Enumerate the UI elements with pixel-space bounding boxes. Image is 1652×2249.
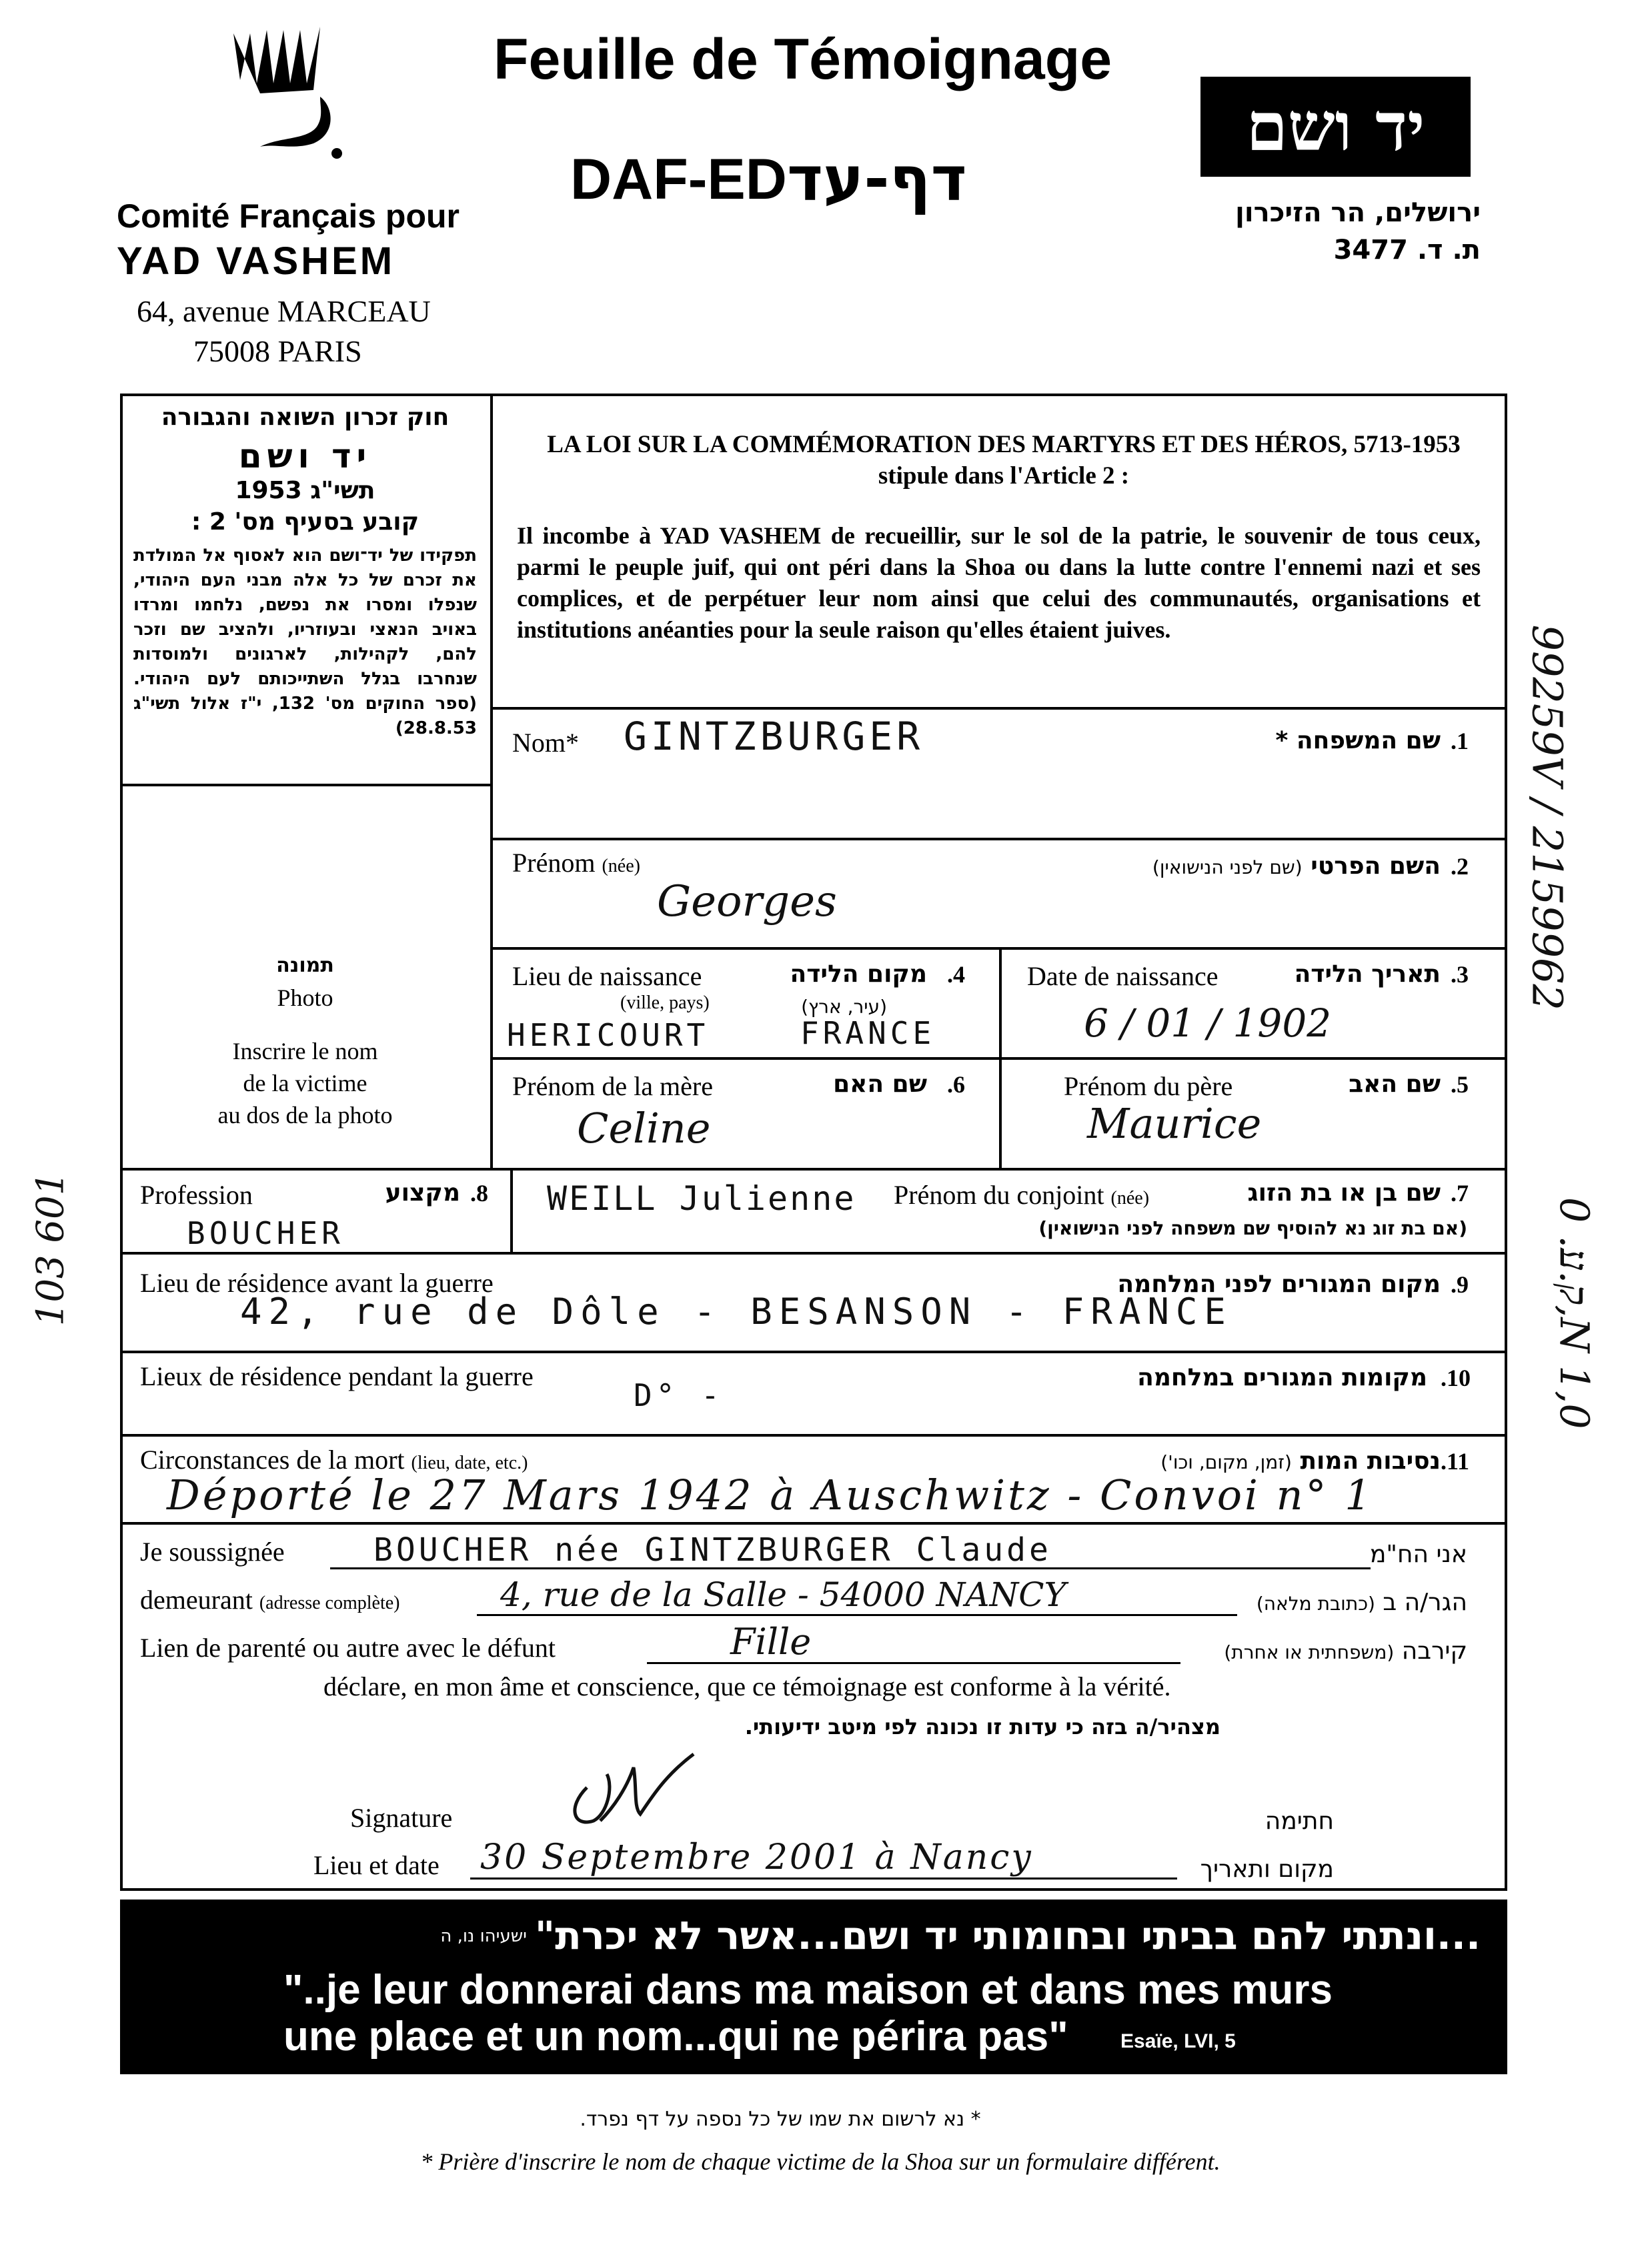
- field-8-hebrew: מקצוע: [385, 1179, 460, 1207]
- field-7-number: .7: [1451, 1180, 1469, 1207]
- field-8-number: .8: [470, 1180, 488, 1207]
- field-8-label: Profession: [140, 1180, 253, 1210]
- law-french-body: Il incombe à YAD VASHEM de recueillir, sur le sol de la patrie, le souvenir de tous ceux, parmi le peuple juif, qui ont péri dans la Shoa ou dans la lutte contre l'ennemi nazi et ses complices, et de perpétuer leur nom ainsi que celui des communautés, organisations et institutions anéanties pour la seule raison qu'elles étaient juives.: [517, 522, 1481, 643]
- field-5-value[interactable]: Maurice: [1087, 1099, 1262, 1148]
- margin-note-right-top: 99259V / 2159962: [1523, 624, 1572, 1010]
- field-7-label: [894, 1179, 1149, 1211]
- field-7-hebrew-small: (אם בת זוג נא להוסיף שם משפחה לפני הנישואין): [1038, 1217, 1467, 1239]
- field-10-label: Lieux de résidence pendant la guerre: [140, 1361, 534, 1391]
- field-1-hebrew: שם המשפחה *: [1275, 727, 1441, 754]
- org-line2: YAD VASHEM: [117, 239, 395, 283]
- field-3-value[interactable]: 6 / 01 / 1902: [1084, 1000, 1332, 1046]
- field-3-hebrew: תאריך הלידה: [1294, 960, 1441, 988]
- signature-hebrew: חתימה: [1265, 1807, 1334, 1835]
- field-9-label: Lieu de résidence avant la guerre: [140, 1268, 494, 1298]
- lien-hebrew-small: (משפחתית או אחרת): [1224, 1641, 1395, 1663]
- footer-french: * Prière d'inscrire le nom de chaque victime de la Shoa sur un formulaire différent.: [420, 2148, 1220, 2175]
- yad-vashem-menorah-logo: [220, 20, 353, 167]
- field-11-hebrew: נסיבות המות: [1300, 1447, 1441, 1475]
- demeurant-label-small: (adresse complète): [259, 1593, 400, 1613]
- subtitle-latin: DAF-ED: [570, 147, 787, 211]
- demeurant-hebrew-small: (כתובת מלאה): [1256, 1593, 1375, 1615]
- field-1-label: Nom*: [512, 728, 579, 758]
- address-line2: 75008 PARIS: [193, 334, 362, 368]
- lien-hebrew-wrap: [1194, 1637, 1467, 1665]
- lieu-date-label: Lieu et date: [313, 1850, 440, 1880]
- photo-hebrew: תמונה: [276, 954, 334, 977]
- field-3-label: Date de naissance: [1027, 961, 1218, 991]
- photo-label: Photo: [277, 984, 333, 1011]
- field-6-label: Prénom de la mère: [512, 1071, 713, 1101]
- lieu-date-value[interactable]: 30 Septembre 2001 à Nancy: [480, 1837, 1033, 1878]
- demeurant-label: [140, 1584, 399, 1615]
- field-7-value[interactable]: WEILL Julienne: [547, 1179, 856, 1218]
- field-6-number: .6: [947, 1071, 965, 1098]
- field-1-number: .1: [1451, 728, 1469, 754]
- field-7-hebrew: שם בן או בת הזוג: [1247, 1179, 1441, 1207]
- logo-hebrew-text: יד ושם: [1246, 87, 1425, 166]
- field-5-6-bottom: [120, 1168, 1507, 1171]
- field-5-hebrew: שם האב: [1349, 1070, 1441, 1098]
- field-10-hebrew: מקומות המגורים במלחמה: [1137, 1364, 1427, 1391]
- lien-line: [647, 1662, 1180, 1664]
- law-french-subtitle: stipule dans l'Article 2 :: [878, 462, 1130, 490]
- field-2-number: .2: [1451, 853, 1469, 880]
- field-11-hebrew-small: (זמן, מקום, וכו'): [1160, 1451, 1292, 1473]
- footer-hebrew: * נא לרשום את שמו של כל נספה על דף נפרד.: [580, 2108, 981, 2131]
- field-4-hebrew: מקום הלידה: [790, 960, 927, 988]
- law-hebrew-year: תשי"ג 1953: [235, 477, 375, 504]
- field-7-8-divider: [510, 1168, 513, 1255]
- soussigne-label-text: Je soussigné: [140, 1537, 273, 1567]
- soussigne-label: [140, 1536, 285, 1567]
- field-10-number: .10: [1441, 1365, 1471, 1391]
- field-9-number: .9: [1451, 1271, 1469, 1298]
- lieu-date-hebrew: מקום ותאריך: [1200, 1855, 1334, 1883]
- lien-label: Lien de parenté ou autre avec le défunt: [140, 1633, 556, 1663]
- field-2-hebrew: [1034, 852, 1441, 880]
- field-2-hebrew-text: השם הפרטי: [1311, 852, 1441, 880]
- yad-vashem-hebrew-logo: [1200, 77, 1471, 177]
- field-4-number: .4: [947, 961, 965, 988]
- jerusalem-line: ירושלים, הר הזיכרון: [1235, 197, 1481, 228]
- field-2-value[interactable]: Georges: [657, 877, 837, 926]
- signature-label: Signature: [350, 1803, 453, 1833]
- soussigne-value[interactable]: BOUCHER née GINTZBURGER Claude: [373, 1531, 1052, 1569]
- law-hebrew-body: תפקידו של יד־ושם הוא לאסוף אל המולדת את זכרם של כל אלה מבני העם היהודי, שנפלו ומסרו את נפשם, נלחמו ומרדו באויב הנאצי ובעוזריו, ולהציב שם וזכר להם, לקהילות, לארגונים ולמוסדות שנחרבו בגלל השתייכותם לעם היהודי. (ספר החוקים מס' 132, י"ז אלול תשי"ג 28.8.53): [133, 546, 477, 738]
- field-2-hebrew-small: (שם לפני הנישואין): [1152, 856, 1303, 878]
- demeurant-hebrew-wrap: [1241, 1589, 1467, 1616]
- margin-note-left: 103 601: [29, 1171, 73, 1327]
- field-2-label-small: (née): [602, 856, 640, 876]
- law-french-title: LA LOI SUR LA COMMÉMORATION DES MARTYRS ET DES HÉROS, 5713-1953: [547, 431, 1461, 458]
- field-7-label-small: (née): [1110, 1188, 1150, 1209]
- declare-hebrew: מצהיר/ה בזה כי עדות זו נכונה לפי מיטב ידיעותי.: [744, 1714, 1220, 1739]
- field-5-number: .5: [1451, 1071, 1469, 1098]
- photo-note3: au dos de la photo: [217, 1102, 393, 1129]
- field-4-value-country[interactable]: FRANCE: [800, 1015, 936, 1051]
- field-9-value[interactable]: 42, rue de Dôle - BESANSON - FRANCE: [240, 1291, 1232, 1333]
- org-line1: Comité Français pour: [117, 197, 460, 235]
- field-6-hebrew: שם האם: [833, 1070, 927, 1098]
- banner-hebrew: ...ונתתי להם בביתי ובחומותי יד ושם...אשר לא יכרת": [534, 1913, 1481, 1958]
- lien-hebrew: קירבה: [1401, 1637, 1467, 1665]
- field-4-hebrew-small: (עיר, ארץ): [801, 996, 887, 1018]
- photo-note1: Inscrire le nom: [232, 1038, 378, 1064]
- declare-text: déclare, en mon âme et conscience, que ce témoignage est conforme à la vérité.: [323, 1671, 1171, 1701]
- soussigne-label-suffix: e: [272, 1537, 285, 1567]
- banner-line2: une place et un nom...qui ne périra pas": [283, 2014, 1068, 2060]
- soussigne-hebrew: אני הח"מ: [1369, 1541, 1467, 1568]
- field-10-value[interactable]: D° -: [634, 1377, 724, 1413]
- field-2-label-text: Prénom: [512, 848, 596, 878]
- banner-ref: Esaïe, LVI, 5: [1120, 2030, 1236, 2052]
- field-5-label: Prénom du père: [1064, 1071, 1233, 1101]
- photo-note2: de la victime: [243, 1070, 367, 1096]
- field-7-8-bottom: [120, 1252, 1507, 1255]
- field-10-bottom: [120, 1434, 1507, 1437]
- banner-hebrew-ref: ישעיהו נו, ה: [440, 1926, 527, 1946]
- demeurant-hebrew: הגר/ה ב: [1383, 1589, 1467, 1616]
- signature-image: [560, 1747, 720, 1834]
- quote-banner: [120, 1900, 1507, 2074]
- field-1-value[interactable]: GINTZBURGER: [624, 714, 924, 759]
- field-3-number: .3: [1451, 961, 1469, 988]
- margin-note-right-bottom: ק.ע. 0,N 1,0: [1551, 1197, 1597, 1429]
- field-11-label-small: (lieu, date, etc.): [411, 1453, 528, 1473]
- field-8-value[interactable]: BOUCHER: [187, 1215, 344, 1251]
- field-3-4-bottom: [490, 1057, 1507, 1060]
- law-hebrew-name: יד ושם: [238, 437, 372, 476]
- field-11-number: .11: [1441, 1448, 1470, 1475]
- field-4-label-small: (ville, pays): [620, 992, 710, 1013]
- field-4-label: Lieu de naissance: [512, 961, 702, 991]
- law-hebrew-title: חוק זכרון השואה והגבורה: [161, 404, 450, 431]
- banner-line1: "..je leur donnerai dans ma maison et dans mes murs: [283, 1967, 1333, 2013]
- subtitle-hebrew: דף-עד: [787, 143, 967, 215]
- field-6-value[interactable]: Celine: [577, 1104, 711, 1153]
- field-9-hebrew: מקום המגורים לפני המלחמה: [1117, 1271, 1441, 1298]
- law-hebrew-section: קובע בסעיף מס' 2 :: [191, 508, 420, 536]
- page-title: Feuille de Témoignage: [494, 27, 1112, 91]
- demeurant-label-text: demeurant: [140, 1585, 253, 1615]
- address-line1: 64, avenue MARCEAU: [137, 294, 431, 328]
- field-11-bottom: [120, 1522, 1507, 1525]
- law-box-bottom: [120, 784, 490, 786]
- lien-value[interactable]: Fille: [730, 1621, 812, 1663]
- pobox-line: ת. ד. 3477: [1333, 235, 1481, 265]
- field-2-label: [512, 847, 640, 878]
- demeurant-value[interactable]: 4, rue de la Salle - 54000 NANCY: [500, 1575, 1066, 1614]
- field-11-label-text: Circonstances de la mort: [140, 1445, 405, 1475]
- lieu-date-line: [470, 1878, 1177, 1880]
- field-9-bottom: [120, 1351, 1507, 1353]
- field-7-label-text: Prénom du conjoint: [894, 1180, 1104, 1210]
- field-4-value-city[interactable]: HERICOURT: [507, 1017, 710, 1053]
- field-11-value[interactable]: Déporté le 27 Mars 1942 à Auschwitz - Convoi n° 1: [167, 1471, 1374, 1519]
- demeurant-line: [477, 1614, 1237, 1616]
